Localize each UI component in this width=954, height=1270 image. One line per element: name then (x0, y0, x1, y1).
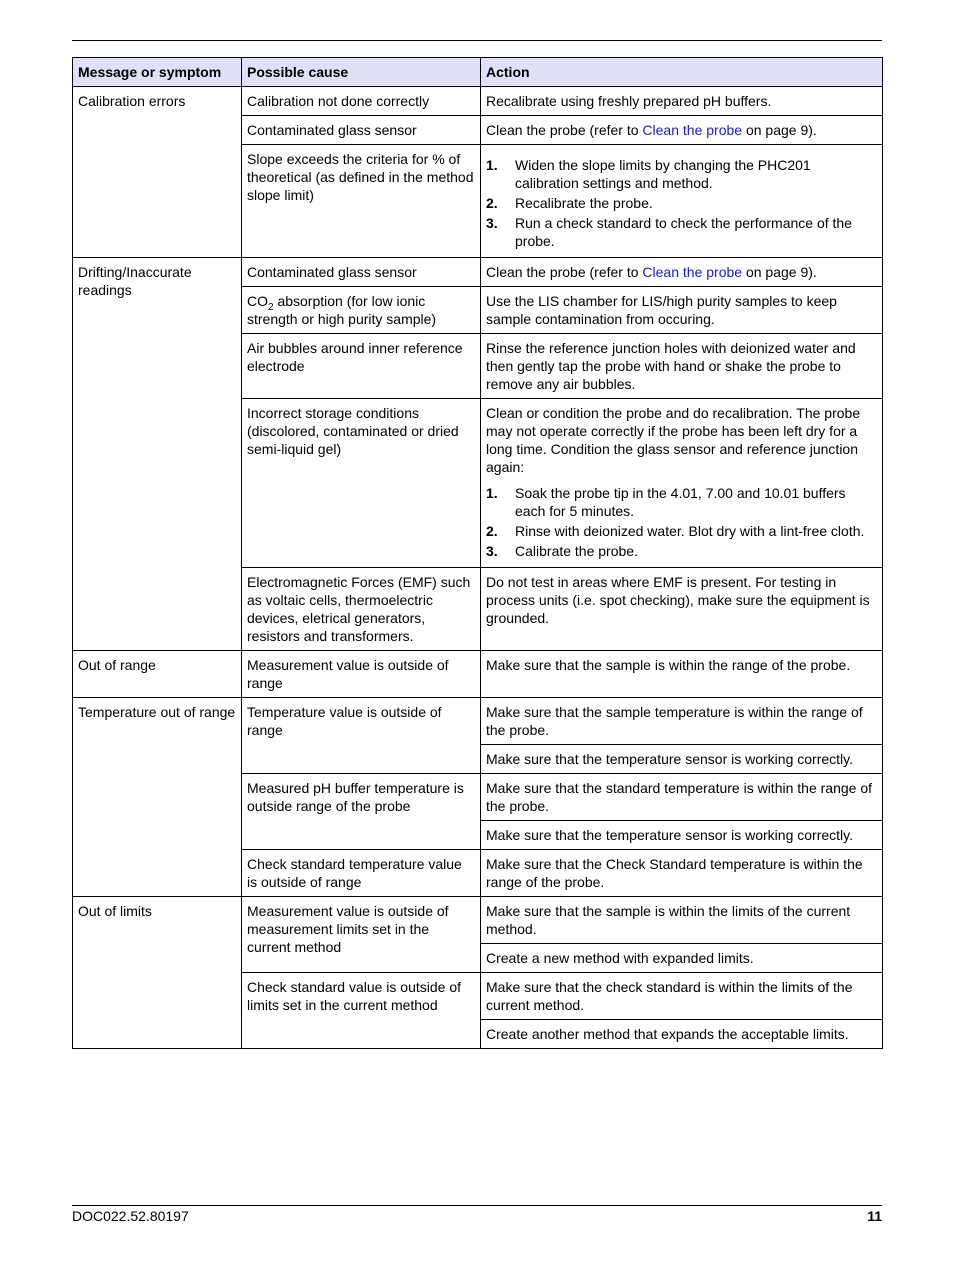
page-number: 11 (867, 1208, 882, 1224)
header-symptom: Message or symptom (73, 58, 242, 87)
table-row (73, 87, 883, 116)
step-number: 3. (486, 543, 498, 559)
step-text: Soak the probe tip in the 4.01, 7.00 and 10.01 buffers each for 5 minutes. (515, 485, 846, 519)
cause-cell: Check standard value is outside of limits set in the current method (242, 973, 481, 1049)
cause-cell: Contaminated glass sensor (242, 116, 481, 145)
footer-rule (72, 1205, 882, 1206)
action-cell: Make sure that the sample is within the limits of the current method. (481, 897, 883, 944)
step-text: Widen the slope limits by changing the PHC201 calibration settings and method. (515, 157, 811, 191)
symptom-cell: Out of range (73, 651, 242, 698)
action-cell: Make sure that the sample temperature is within the range of the probe. (481, 698, 883, 745)
step-number: 2. (486, 195, 498, 211)
table-row (73, 258, 883, 287)
top-rule (72, 40, 882, 41)
table-row (73, 698, 883, 745)
step-list (486, 484, 877, 560)
action-text: on page 9). (742, 264, 817, 280)
step-item (486, 214, 877, 250)
action-cell (481, 258, 883, 287)
cause-cell: Measurement value is outside of range (242, 651, 481, 698)
troubleshooting-table (72, 57, 883, 1049)
action-text: Clean the probe (refer to (486, 264, 643, 280)
action-cell: Make sure that the standard temperature is within the range of the probe. (481, 774, 883, 821)
step-text: Run a check standard to check the performance of the probe. (515, 215, 852, 249)
action-cell: Make sure that the sample is within the range of the probe. (481, 651, 883, 698)
action-cell: Use the LIS chamber for LIS/high purity samples to keep sample contamination from occuring. (481, 287, 883, 334)
document-id: DOC022.52.80197 (72, 1208, 189, 1224)
action-text: Clean the probe (refer to (486, 122, 643, 138)
action-cell: Create another method that expands the acceptable limits. (481, 1020, 883, 1049)
action-cell: Recalibrate using freshly prepared pH buffers. (481, 87, 883, 116)
action-cell (481, 399, 883, 568)
table-header-row (73, 58, 883, 87)
cause-cell: Measurement value is outside of measurement limits set in the current method (242, 897, 481, 973)
action-cell (481, 116, 883, 145)
cause-cell: Check standard temperature value is outside of range (242, 850, 481, 897)
clean-the-probe-link[interactable]: Clean the probe (642, 264, 743, 280)
cause-cell: Incorrect storage conditions (discolored, contaminated or dried semi-liquid gel) (242, 399, 481, 568)
subscript: 2 (268, 301, 274, 313)
cause-text: CO (247, 293, 268, 309)
step-list (486, 156, 877, 250)
action-cell (481, 145, 883, 258)
table-row (73, 897, 883, 944)
table-row (73, 651, 883, 698)
action-cell: Create a new method with expanded limits. (481, 944, 883, 973)
action-cell: Rinse the reference junction holes with deionized water and then gently tap the probe with hand or shake the probe to remove any air bubbles. (481, 334, 883, 399)
action-cell: Make sure that the Check Standard temperature is within the range of the probe. (481, 850, 883, 897)
cause-cell: Calibration not done correctly (242, 87, 481, 116)
action-cell: Make sure that the temperature sensor is working correctly. (481, 745, 883, 774)
step-text: Calibrate the probe. (515, 543, 638, 559)
step-text: Recalibrate the probe. (515, 195, 653, 211)
cause-cell: Electromagnetic Forces (EMF) such as voltaic cells, thermoelectric devices, eletrical generators, resistors and transformers. (242, 568, 481, 651)
step-item (486, 484, 877, 520)
step-item (486, 522, 877, 540)
symptom-cell: Drifting/Inaccurate readings (73, 258, 242, 651)
cause-cell: Measured pH buffer temperature is outside range of the probe (242, 774, 481, 850)
step-item (486, 156, 877, 192)
step-number: 1. (486, 485, 498, 501)
action-text: Clean or condition the probe and do recalibration. The probe may not operate correctly if the probe has been left dry for a long time. Condition the glass sensor and reference junction again: (486, 405, 861, 475)
symptom-cell: Calibration errors (73, 87, 242, 258)
action-text: on page 9). (742, 122, 817, 138)
step-number: 3. (486, 215, 498, 231)
cause-cell: Contaminated glass sensor (242, 258, 481, 287)
step-text: Rinse with deionized water. Blot dry with a lint-free cloth. (515, 523, 865, 539)
header-cause: Possible cause (242, 58, 481, 87)
cause-cell: Temperature value is outside of range (242, 698, 481, 774)
step-item (486, 542, 877, 560)
action-cell: Make sure that the check standard is within the limits of the current method. (481, 973, 883, 1020)
cause-cell: Slope exceeds the criteria for % of theoretical (as defined in the method slope limit) (242, 145, 481, 258)
step-number: 1. (486, 157, 498, 173)
action-cell: Do not test in areas where EMF is present. For testing in process units (i.e. spot checking), make sure the equipment is grounded. (481, 568, 883, 651)
cause-cell (242, 287, 481, 334)
header-action: Action (481, 58, 883, 87)
step-number: 2. (486, 523, 498, 539)
cause-cell: Air bubbles around inner reference electrode (242, 334, 481, 399)
symptom-cell: Temperature out of range (73, 698, 242, 897)
action-cell: Make sure that the temperature sensor is working correctly. (481, 821, 883, 850)
symptom-cell: Out of limits (73, 897, 242, 1049)
clean-the-probe-link[interactable]: Clean the probe (642, 122, 743, 138)
step-item (486, 194, 877, 212)
cause-text: absorption (for low ionic strength or high purity sample) (247, 293, 437, 327)
